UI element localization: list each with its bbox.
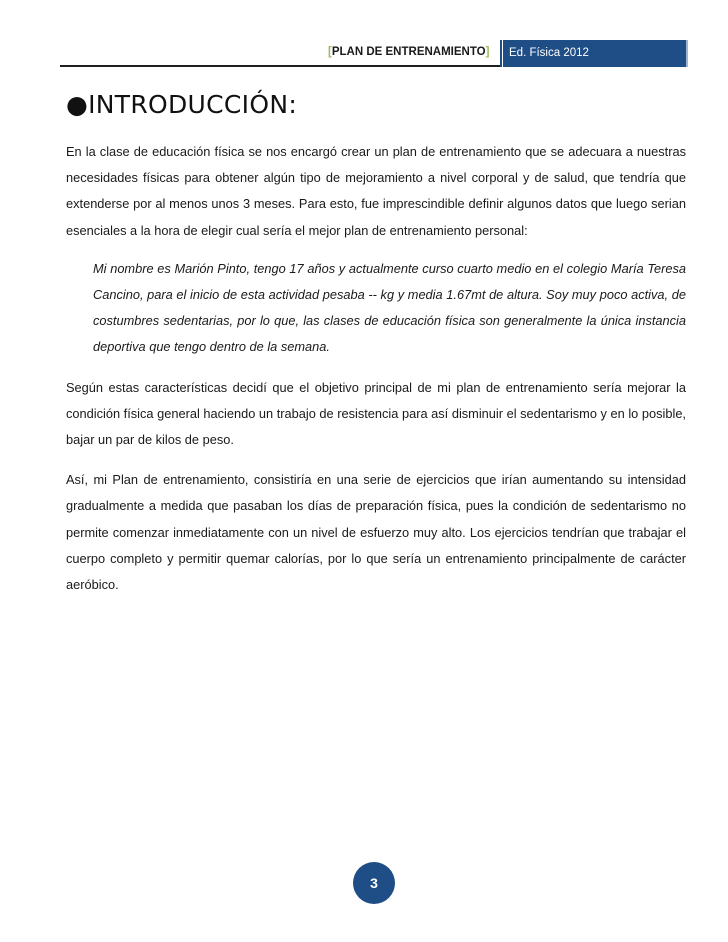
header-title-text: PLAN DE ENTRENAMIENTO — [331, 46, 486, 58]
header-tab-label: Ed. Física 2012 — [502, 40, 589, 67]
page-header — [60, 40, 690, 67]
header-rule — [60, 65, 500, 67]
page-content — [66, 90, 686, 598]
personal-description-paragraph: Mi nombre es Marión Pinto, tengo 17 años y actualmente curso cuarto medio en el colegio María Teresa Cancino, para el inicio de esta actividad pesaba -- kg y media 1.67mt de altura. Soy muy poco activa, de costumbres sedentarias, por lo que, las clases de educación física son generalmente la única instancia deportiva que tengo dentro de la semana. — [93, 260, 686, 355]
header-bracket-open: [ — [328, 46, 332, 58]
page-number-badge: 3 — [353, 862, 395, 904]
header-title — [328, 46, 489, 58]
header-tab — [500, 40, 688, 67]
section-heading: ●INTRODUCCIÓN: — [66, 90, 298, 119]
body-paragraph: Así, mi Plan de entrenamiento, consistiría en una serie de ejercicios que irían aumentando su intensidad gradualmente a medida que pasaban los días de preparación física, pues la condición de sedentarismo no permite comenzar inmediatamente con un nivel de esfuerzo muy alto. Los ejercicios tendrían que trabajar el cuerpo completo y permitir quemar calorías, por lo que sería un entrenamiento principalmente de carácter aeróbico. — [66, 472, 686, 593]
body-paragraph: Según estas características decidí que el objetivo principal de mi plan de entrenamiento sería mejorar la condición física general haciendo un trabajo de resistencia para así disminuir el sedentarismo y en lo posible, bajar un par de kilos de peso. — [66, 379, 686, 448]
body-paragraph: En la clase de educación física se nos encargó crear un plan de entrenamiento que se adecuara a nuestras necesidades físicas para obtener algún tipo de mejoramiento a nivel corporal y de salud, que tendría que extenderse por al menos unos 3 meses. Para esto, fue imprescindible definir algunos datos que luego serian esenciales a la hora de elegir cual sería el mejor plan de entrenamiento personal: — [66, 144, 686, 238]
header-bracket-close: ] — [485, 46, 490, 58]
